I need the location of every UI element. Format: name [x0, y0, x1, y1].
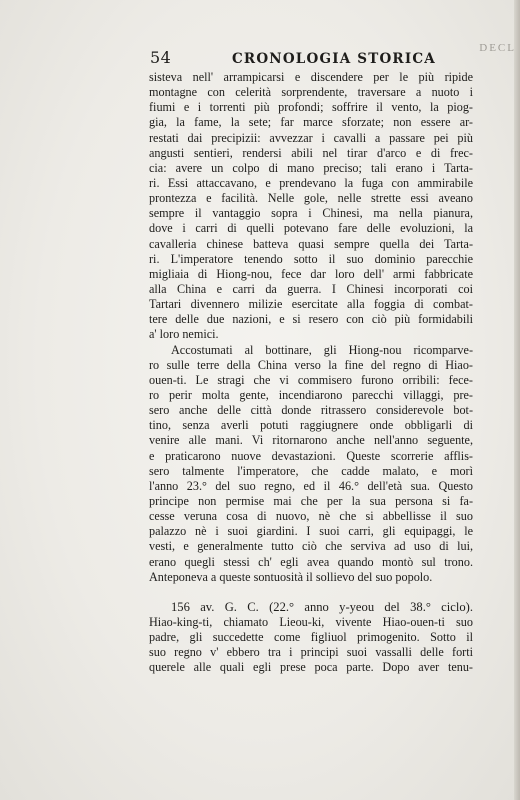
text-line: montagne con celerità sorprendente, traversare a nuoto i — [149, 85, 473, 100]
text-line: Anteponeva a queste sontuosità il sollievo del suo popolo. — [149, 569, 433, 584]
text-line: sisteva nell' arrampicarsi e discendere per le più ripide — [149, 70, 473, 84]
text-line: Accostumati al bottinare, gli Hiong-nou ricomparve- — [171, 342, 473, 357]
text-line: dove i carri di quelli potevano fare delle evoluzioni, la — [149, 221, 473, 236]
text-line: palazzo nè i suoi giardini. I suoi carri, gli equipaggi, le — [149, 524, 473, 539]
text-line: tino, senza averli potuti raggiugnere onde obbligarli di — [149, 418, 473, 433]
bleed-through-text: DECL — [479, 42, 516, 54]
text-line: a' loro nemici. — [149, 327, 219, 342]
section-gap — [149, 585, 473, 600]
text-line: suo regno v' ebbero tra i principi suoi vassalli delle forti — [149, 645, 473, 660]
page-number: 54 — [150, 48, 172, 67]
text-line: cia: avere un colpo di mano preciso; tali erano i Tarta- — [149, 160, 473, 175]
text-line: ro sulle terre della China verso la fine del regno di Hiao- — [149, 357, 473, 372]
text-line: vesti, e generalmente tutto ciò che serviva ad uso di lui, — [149, 539, 473, 554]
text-line: e praticarono nuove devastazioni. Queste scorrerie afflis- — [149, 448, 473, 463]
paragraph-2 — [149, 343, 473, 585]
text-line: sero anche delle città donde ritrassero considerevole bot- — [149, 403, 473, 418]
text-line: ri. L'imperatore tenendo sotto il suo dominio parecchie — [149, 251, 473, 266]
text-line: 156 av. G. C. (22.° anno y-yeou del 38.° ciclo). — [171, 599, 473, 614]
text-line: sempre il vantaggio sopra i Chinesi, ma nella pianura, — [149, 206, 473, 221]
text-line: erano quegli stessi ch' egli avea quando montò sul trono. — [149, 554, 473, 569]
text-line: sero talmente l'imperatore, che cadde malato, e morì — [149, 463, 473, 478]
running-title: CRONOLOGIA STORICA — [231, 51, 436, 67]
text-line: padre, gli succedette come figliuol primogenito. Sotto il — [149, 630, 473, 645]
text-line: alla China e carri da guerra. I Chinesi incorporati coi — [149, 281, 473, 296]
text-line: querele alle quali egli prese poca parte. Dopo aver tenu- — [149, 660, 473, 675]
text-line: l'anno 23.° del suo regno, ed il 46.° dell'età sua. Questo — [149, 478, 473, 493]
text-line: ouen-ti. Le stragi che vi commisero furono orribili: fece- — [149, 372, 473, 387]
text-line: cavalleria chinese batteva quasi sempre quella dei Tarta- — [149, 236, 473, 251]
text-line: cesse veruna cosa di nuovo, nè che si abbellisse il suo — [149, 509, 473, 524]
text-line: gia, la fame, la sete; far marce sforzate; non essere ar- — [149, 115, 473, 130]
page-edge — [514, 0, 520, 800]
text-line: Tartari divennero milizie esercitate alla foggia di combat- — [149, 297, 473, 312]
text-line: fiumi e i torrenti più profondi; soffrire il vento, la piog- — [149, 100, 473, 115]
text-line: Hiao-king-ti, chiamato Lieou-ki, vivente Hiao-ouen-ti suo — [149, 614, 473, 629]
text-line: venire alle mani. Vi ritornarono anche nell'anno seguente, — [149, 433, 473, 448]
text-line: prontezza e facilità. Nelle gole, nelle strette essi aveano — [149, 191, 473, 206]
text-line: tere delle due nazioni, e si resero con ciò più formidabili — [149, 312, 473, 327]
text-line: angusti sentieri, rendersi abili nel tirar d'arco e di frec- — [149, 145, 473, 160]
text-line: principe non permise mai che per la sua persona si fa- — [149, 493, 473, 508]
chronology-entry — [149, 600, 473, 676]
text-line: ro perir molta gente, incendiarono parecchi villaggi, pre- — [149, 387, 473, 402]
paragraph-1 — [149, 70, 473, 343]
body-text — [149, 70, 473, 675]
page-header — [150, 48, 472, 67]
text-line: migliaia di Hiong-nou, fece dar loro dell' armi fabbricate — [149, 266, 473, 281]
text-line: restati dai precipizii: avvezzar i cavalli a passare pei più — [149, 130, 473, 145]
text-line: ri. Essi attaccavano, e prendevano la fuga con ammirabile — [149, 175, 473, 190]
